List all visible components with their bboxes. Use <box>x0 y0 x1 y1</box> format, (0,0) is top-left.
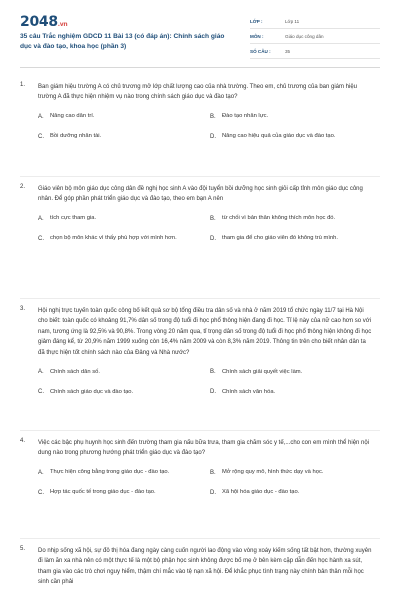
answer-letter: A. <box>38 369 44 376</box>
header-divider <box>20 67 380 68</box>
answer-list <box>38 211 380 247</box>
subject-label: MÔN : <box>250 33 264 39</box>
answer-letter: B. <box>210 469 216 476</box>
answer-text: Đào tạo nhân lực. <box>222 113 269 120</box>
answer-option-c[interactable] <box>38 384 210 400</box>
meta-row-class <box>250 14 380 29</box>
site-logo[interactable] <box>20 14 67 30</box>
answer-list <box>38 465 380 501</box>
question-separator <box>20 176 380 177</box>
answer-option-d[interactable] <box>210 129 374 145</box>
question-text: Việc các bậc phụ huynh học sinh đến trường tham gia nấu bữa trưa, tham gia chăm sóc y tế,...cho con em mình thể hiện nội dung nào trong phương hướng phát triển giáo dục và đào tạo? <box>38 440 370 457</box>
question-number: 2. <box>20 184 26 190</box>
count-value: 35 <box>285 48 291 54</box>
page-title: 35 câu Trắc nghiệm GDCD 11 Bài 13 (có đáp án): Chính sách giáo dục và đào tạo, khoa học (phần 3) <box>20 33 225 50</box>
answer-letter: C. <box>38 235 44 242</box>
answer-option-a[interactable] <box>38 109 210 125</box>
answer-text: Thực hiện công bằng trong giáo dục - đào tạo. <box>50 469 170 476</box>
answer-text: Chính sách giải quyết việc làm. <box>222 368 303 375</box>
question-number: 3. <box>20 306 26 312</box>
class-label: LỚP : <box>250 18 263 24</box>
answer-option-d[interactable] <box>210 231 374 247</box>
subject-value: Giáo dục công dân <box>285 33 324 39</box>
answer-letter: B. <box>210 215 216 222</box>
answer-letter: C. <box>38 389 44 396</box>
answer-list <box>38 109 380 145</box>
logo-suffix: .vn <box>57 21 68 28</box>
answer-option-a[interactable] <box>38 364 210 380</box>
answer-option-d[interactable] <box>210 485 374 501</box>
question-3 <box>20 306 380 400</box>
question-separator <box>20 298 380 299</box>
answer-option-b[interactable] <box>210 109 374 125</box>
answer-letter: D. <box>210 489 216 496</box>
answer-text: Chính sách dân số. <box>50 368 100 375</box>
question-separator <box>20 430 380 431</box>
count-label: SỐ CÂU : <box>250 48 271 54</box>
answer-text: chọn bộ môn khác vì thấy phù hợp với mình hơn. <box>50 235 177 242</box>
answer-option-a[interactable] <box>38 211 210 227</box>
logo-text: 2048 <box>20 14 58 30</box>
meta-row-count <box>250 44 380 59</box>
answer-option-b[interactable] <box>210 465 374 481</box>
question-number: 4. <box>20 438 26 444</box>
answer-option-b[interactable] <box>210 211 374 227</box>
answer-letter: B. <box>210 113 216 120</box>
answer-text: từ chối vì bản thân không thích môn học đó. <box>222 215 336 222</box>
answer-option-c[interactable] <box>38 485 210 501</box>
answer-text: Bồi dưỡng nhân tài. <box>50 133 102 140</box>
answer-option-c[interactable] <box>38 231 210 247</box>
question-4 <box>20 438 380 501</box>
answer-text: Hợp tác quốc tế trong giáo dục - đào tạo. <box>50 489 156 496</box>
question-1 <box>20 82 380 145</box>
answer-option-b[interactable] <box>210 364 374 380</box>
answer-letter: B. <box>210 369 216 376</box>
question-number: 5. <box>20 546 26 552</box>
answer-letter: D. <box>210 389 216 396</box>
question-text: Hội nghị trực tuyến toàn quốc công bố kết quả sơ bộ tổng điều tra dân số và nhà ở năm 2019 tổ chức ngày 11/7 tại Hà Nội cho biết: toàn quốc có khoảng 91,7% dân số trong độ tuổi đi học phổ thông hiện đang đi học. Tỉ lệ này của nữ cao hơn so với nam, tương ứng là 92,5% và 90,8%. Trong vòng 20 năm qua, tỉ trọng dân số trong độ tuổi đi học phổ thông hiện không đi học giảm đáng kể, từ 20,9% năm 1999 xuống còn 16,4% năm 2009 và còn 8,3% năm 2019. Thông tin trên cho biết nhân dân ta đã thực hiện tốt chính sách nào của Đảng và Nhà nước? <box>38 308 372 356</box>
question-text: Do nhịp sống xã hội, sự đô thị hóa đang ngày càng cuốn người lao động vào vòng xoáy kiếm sống tất bật hơn, thường xuyên đi làm ăn xa nhà nên có một thực tế là một bộ phận học sinh không được bố mẹ ở bên kèm cặp dẫn đến học hành xa sút, tham gia vào các trò chơi nguy hiểm, thậm chí mắc vào tệ nạn xã hội. Để khắc phục tình trạng này chính bản thân mỗi học sinh cần phải <box>38 548 372 586</box>
answer-letter: A. <box>38 215 44 222</box>
answer-text: tham gia để cho giáo viên đó không trù mình. <box>222 235 339 242</box>
answer-letter: C. <box>38 489 44 496</box>
question-text: Ban giám hiệu trường A có chủ trương mở lớp chất lượng cao của nhà trường. Theo em, chủ trương của ban giám hiệu trường A đã thực hiện nhiệm vụ nào trong chính sách giáo dục và đào tạo? <box>38 84 358 101</box>
answer-letter: D. <box>210 235 216 242</box>
class-value: Lớp 11 <box>285 18 300 24</box>
answer-option-d[interactable] <box>210 384 374 400</box>
question-text: Giáo viên bộ môn giáo dục công dân đề nghị học sinh A vào đội tuyển bồi dưỡng học sinh giỏi cấp tỉnh môn giáo dục công nhân. Để góp phần phát triển giáo dục và đào tạo, theo em bạn A nên <box>38 186 363 203</box>
question-2 <box>20 184 380 247</box>
answer-text: Nâng cao dân trí. <box>50 113 95 120</box>
answer-option-a[interactable] <box>38 465 210 481</box>
question-separator <box>20 538 380 539</box>
answer-list <box>38 364 380 400</box>
answer-letter: C. <box>38 133 44 140</box>
answer-text: Xã hội hóa giáo dục - đào tạo. <box>222 489 300 496</box>
answer-letter: A. <box>38 469 44 476</box>
answer-letter: D. <box>210 133 216 140</box>
answer-text: Mở rộng quy mô, hình thức dạy và học. <box>222 469 324 476</box>
answer-option-c[interactable] <box>38 129 210 145</box>
answer-text: Chính sách giáo dục và đào tạo. <box>50 388 134 395</box>
answer-text: Chính sách văn hóa. <box>222 388 276 395</box>
meta-row-subject <box>250 29 380 44</box>
document-header <box>0 0 400 66</box>
question-number: 1. <box>20 82 26 88</box>
meta-table <box>250 14 380 59</box>
answer-letter: A. <box>38 113 44 120</box>
answer-text: tích cực tham gia. <box>50 215 97 222</box>
answer-text: Nâng cao hiệu quả của giáo dục và đào tạo. <box>222 133 336 140</box>
question-5 <box>20 546 380 588</box>
